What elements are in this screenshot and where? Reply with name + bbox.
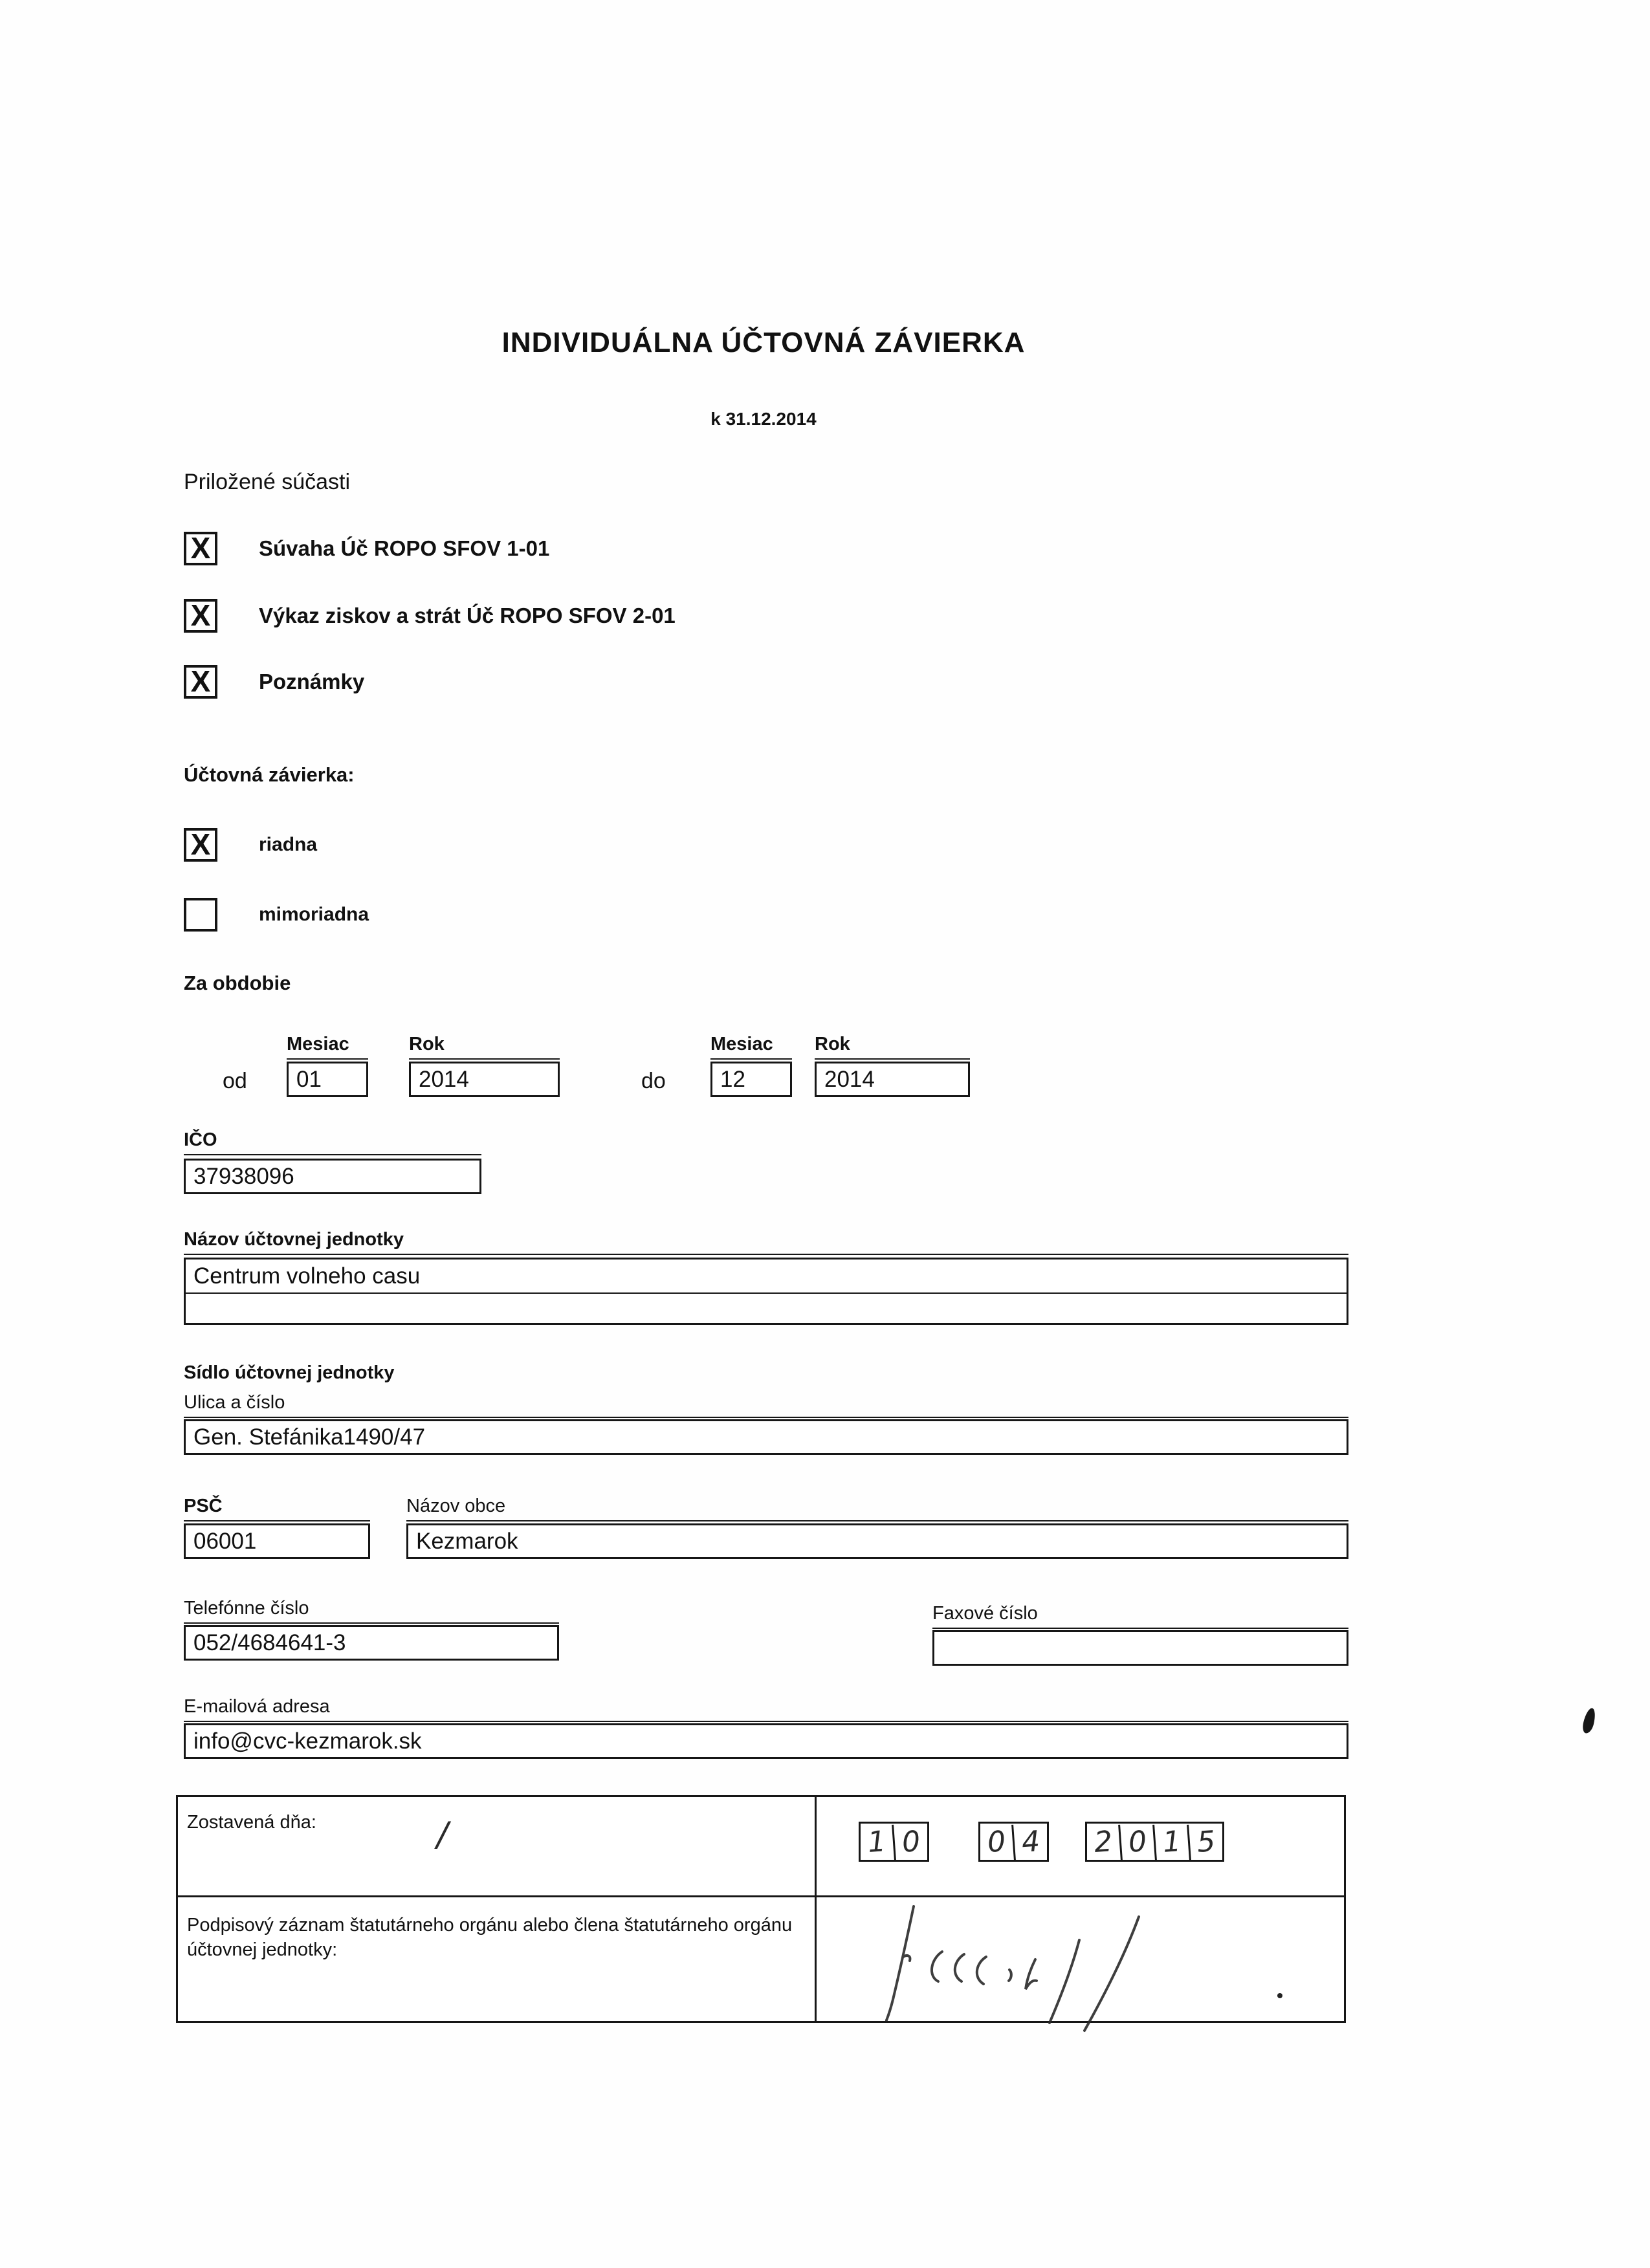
period-mark — [1277, 1993, 1282, 1998]
compiled-date-cell — [178, 1797, 817, 1897]
from-year-box — [409, 1062, 560, 1097]
handwritten-signature — [862, 1897, 1263, 2027]
psc-label: PSČ — [184, 1496, 370, 1521]
date-month-box — [978, 1822, 1049, 1862]
statement-type-row — [184, 898, 369, 932]
ico-label: IČO — [184, 1129, 481, 1155]
phone-label: Telefónne číslo — [184, 1598, 559, 1624]
municipality-label: Názov obce — [406, 1496, 1348, 1521]
date-digit: 1 — [1152, 1822, 1189, 1861]
date-digit: 1 — [866, 1824, 887, 1859]
signature-label: Podpisový záznam štatutárneho orgánu alebo člena štatutárneho orgánu účtovnej jednotky: — [187, 1915, 793, 1961]
document-date-line: k 31.12.2014 — [710, 409, 817, 429]
attachments-heading: Priložené súčasti — [184, 470, 351, 494]
from-year-value: 2014 — [419, 1066, 469, 1092]
checkbox-suvaha — [184, 532, 217, 565]
to-month-box — [710, 1062, 792, 1097]
checkbox-riadna — [184, 828, 217, 862]
document-title: INDIVIDUÁLNA ÚČTOVNÁ ZÁVIERKA — [501, 327, 1026, 358]
date-digit: 0 — [892, 1822, 929, 1861]
period-heading: Za obdobie — [184, 972, 291, 994]
from-month-box — [287, 1062, 368, 1097]
date-digit: 0 — [986, 1824, 1007, 1859]
municipality-value: Kezmarok — [416, 1528, 518, 1554]
ico-value: 37938096 — [193, 1163, 294, 1189]
ink-mark — [1581, 1707, 1597, 1735]
municipality-box — [406, 1523, 1348, 1559]
checkbox-vykaz — [184, 599, 217, 633]
ico-box — [184, 1159, 481, 1194]
fax-label: Faxové číslo — [932, 1603, 1348, 1629]
handwritten-slash: / — [437, 1815, 448, 1854]
to-year-box — [815, 1062, 970, 1097]
date-digit: 0 — [1118, 1822, 1155, 1861]
statement-type-label: mimoriadna — [259, 904, 369, 925]
date-digit: 4 — [1011, 1822, 1048, 1861]
entity-name-box — [184, 1258, 1348, 1325]
date-boxes-cell — [817, 1797, 1344, 1897]
date-year-box — [1085, 1822, 1224, 1862]
signature-label-cell — [178, 1897, 817, 2021]
psc-box — [184, 1523, 370, 1559]
attachment-row — [184, 532, 549, 565]
date-digit: 2 — [1093, 1824, 1114, 1859]
checkbox-x-mark: X — [190, 827, 211, 861]
phone-box — [184, 1625, 559, 1661]
entity-name-label: Názov účtovnej jednotky — [184, 1229, 1348, 1255]
email-box — [184, 1723, 1348, 1759]
attachment-label: Poznámky — [259, 670, 365, 693]
email-label: E-mailová adresa — [184, 1696, 1348, 1722]
checkbox-x-mark: X — [190, 598, 211, 632]
signature-table — [176, 1795, 1346, 2023]
statement-type-row — [184, 828, 317, 862]
checkbox-mimoriadna — [184, 898, 217, 932]
street-box — [184, 1419, 1348, 1455]
to-month-value: 12 — [720, 1066, 745, 1092]
attachment-row — [184, 599, 676, 633]
seat-heading: Sídlo účtovnej jednotky — [184, 1362, 395, 1383]
date-day-box — [859, 1822, 929, 1862]
to-year-value: 2014 — [824, 1066, 875, 1092]
phone-value: 052/4684641-3 — [193, 1630, 346, 1655]
from-year-label: Rok — [409, 1034, 560, 1060]
statement-heading: Účtovná závierka: — [184, 763, 355, 786]
attachment-row — [184, 665, 364, 699]
compiled-label: Zostavená dňa: — [187, 1812, 316, 1833]
from-month-value: 01 — [296, 1066, 322, 1092]
signature-cell — [817, 1897, 1344, 2021]
period-to-label: do — [641, 1069, 666, 1093]
statement-type-label: riadna — [259, 834, 318, 855]
to-month-label: Mesiac — [710, 1034, 792, 1060]
checkbox-x-mark: X — [190, 664, 211, 698]
street-label: Ulica a číslo — [184, 1392, 1348, 1418]
attachment-label: Výkaz ziskov a strát Úč ROPO SFOV 2-01 — [259, 604, 676, 627]
street-value: Gen. Stefánika1490/47 — [193, 1424, 426, 1450]
from-month-label: Mesiac — [287, 1034, 368, 1060]
psc-value: 06001 — [193, 1528, 257, 1554]
to-year-label: Rok — [815, 1034, 970, 1060]
entity-name-value: Centrum volneho casu — [193, 1263, 421, 1289]
email-value: info@cvc-kezmarok.sk — [193, 1728, 422, 1754]
period-from-label: od — [223, 1069, 247, 1093]
attachment-label: Súvaha Úč ROPO SFOV 1-01 — [259, 536, 550, 560]
fax-box — [932, 1630, 1348, 1666]
checkbox-poznamky — [184, 665, 217, 699]
entity-name-second-line — [186, 1294, 1347, 1324]
checkbox-x-mark: X — [190, 531, 211, 565]
date-digit: 5 — [1187, 1822, 1224, 1861]
